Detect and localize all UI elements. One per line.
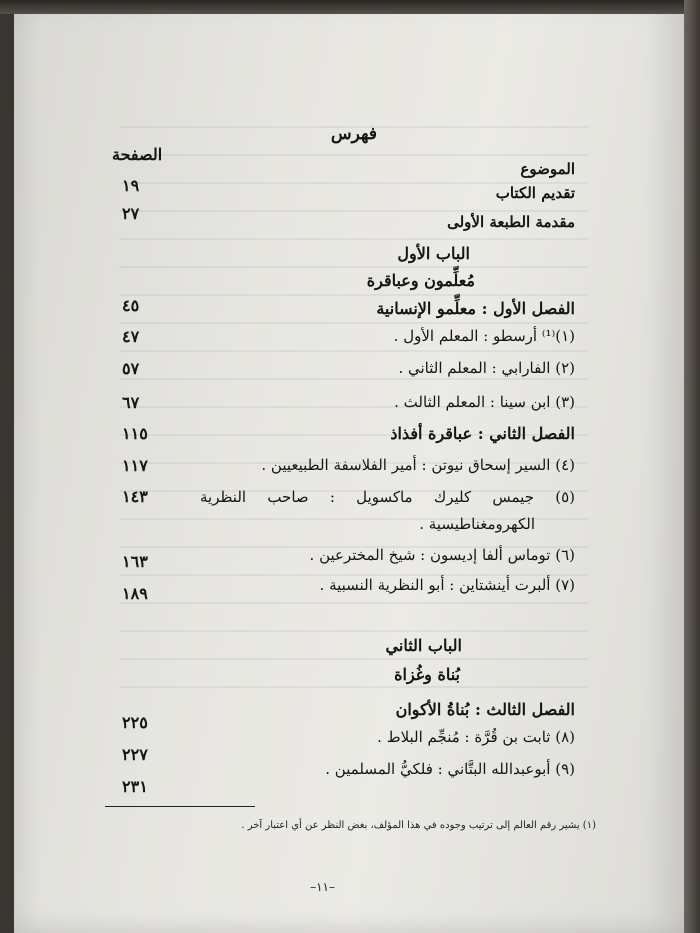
page-number: ٤٧: [122, 327, 140, 346]
part-title: الباب الأول: [397, 244, 470, 263]
part-subtitle: مُعلِّمون وعباقرة: [366, 271, 475, 290]
toc-entry-foreword: تقديم الكتاب: [495, 184, 575, 202]
toc-entry: (١)⁽¹⁾ أرسطو : المعلم الأول .: [393, 327, 575, 345]
toc-entry: (٨) ثابت بن قُرَّة : مُنجِّم البلاط .: [377, 728, 575, 746]
page-number: ٢٣١: [122, 777, 148, 796]
footnote-rule: [105, 806, 255, 807]
top-shadow: [0, 0, 700, 14]
page-number: ١١٧: [122, 456, 148, 475]
toc-entry: (٢) الفارابي : المعلم الثاني .: [398, 359, 575, 377]
page-number: ١٩: [122, 176, 140, 195]
page-folio: –١١–: [310, 880, 335, 894]
toc-entry: (٤) السير إسحاق نيوتن : أمير الفلاسفة الطبيعيين .: [261, 456, 575, 474]
page-number: ٦٧: [122, 393, 140, 412]
part-title: الباب الثاني: [385, 636, 462, 655]
page-number: ٢٢٧: [122, 745, 148, 764]
page-title: فهرس: [330, 124, 377, 144]
toc-entry-continuation: الكهرومغناطيسية .: [419, 515, 535, 533]
page-number: ٥٧: [122, 359, 140, 378]
part-subtitle: بُناة وغُزاة: [394, 665, 460, 684]
page-number: ١١٥: [122, 424, 148, 443]
chapter-title: الفصل الأول : معلِّمو الإنسانية: [376, 299, 575, 318]
chapter-title: الفصل الثاني : عباقرة أفذاذ: [390, 424, 575, 443]
chapter-title: الفصل الثالث : بُناةُ الأكوان: [395, 700, 575, 719]
subject-header: الموضوع: [520, 160, 575, 178]
page-number: ١٨٩: [122, 584, 148, 603]
footnote: (١) يشير رقم العالم إلى ترتيب وجوده في هذا المؤلف، بغض النظر عن أي اعتبار آخر .: [241, 820, 596, 831]
page-number: ٤٥: [122, 296, 140, 315]
page-number: ١٦٣: [122, 552, 148, 571]
page-number: ٢٧: [122, 204, 140, 223]
toc-entry: (٧) ألبرت أينشتاين : أبو النظرية النسبية .: [319, 576, 575, 594]
toc-entry-first-edition-intro: مقدمة الطبعة الأولى: [447, 213, 575, 231]
page-number: ٢٢٥: [122, 713, 148, 732]
toc-entry: (٩) أبوعبدالله البتَّاني : فلكيُّ المسلمين .: [325, 760, 575, 778]
page-column-header: الصفحة: [112, 145, 163, 164]
book-edge: [684, 0, 700, 933]
toc-entry: (٣) ابن سينا : المعلم الثالث .: [394, 393, 575, 411]
toc-entry: (٥) جيمس كليرك ماكسويل : صاحب النظرية: [200, 488, 575, 506]
toc-entry: (٦) توماس ألفا إديسون : شيخ المخترعين .: [309, 546, 575, 564]
page-number: ١٤٣: [122, 487, 148, 506]
